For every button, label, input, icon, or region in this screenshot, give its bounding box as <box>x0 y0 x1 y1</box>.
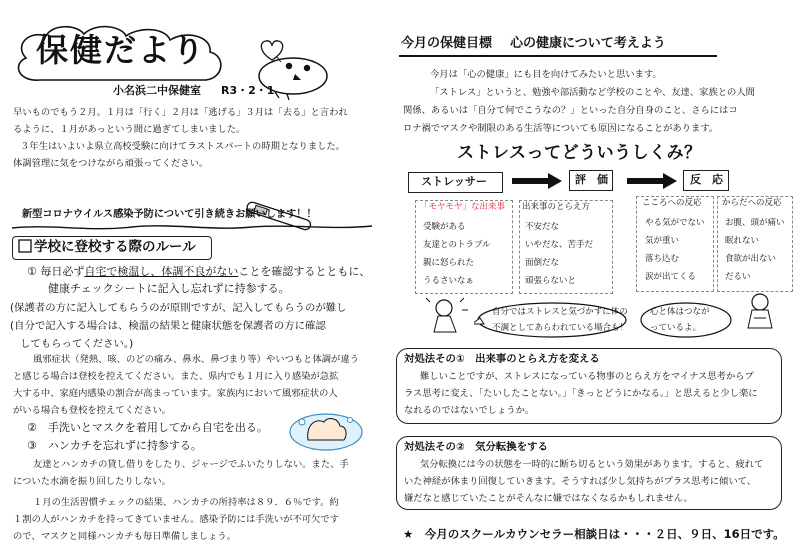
cold-symptom-text: と感じる場合は登校を控えてください。また、県内でも１月に入り感染が急拡 <box>13 371 339 382</box>
body-title: からだへの反応 <box>722 198 782 208</box>
rule1-line <box>27 264 370 280</box>
guardian-note: (保護者の方に記入してもらうのが原則ですが、記入してもらうのが難し <box>10 302 347 314</box>
appraisal-item: 不安だな <box>525 222 560 232</box>
arrow-right-icon <box>512 172 564 190</box>
hanky-text: 友達とハンカチの貸し借りをしたり、ジャージでふいたりしない。また、手 <box>33 459 349 470</box>
mind-item: 気が重い <box>645 236 680 246</box>
hanky-text: １割の人がハンカチを持ってきていません。感染予防には手洗いが不可欠です <box>13 514 339 525</box>
hanky-text: ので、マスクと同様ハンカチも毎日準備しましょう。 <box>13 531 236 542</box>
goal-body: 今月は「心の健康」にも目を向けてみたいと思います。 <box>430 69 662 80</box>
guardian-note: (自分で記入する場合は、検温の結果と健康状態を保護者の方に確認 <box>10 320 326 332</box>
mind-item: やる気がでない <box>645 218 705 228</box>
mind-item: 落ち込む <box>645 254 680 264</box>
body-item: 食欲が出ない <box>725 254 777 264</box>
coping1-body: ラス思考に変え、「たいしたことない。」「きっとどうにかなる。」と思えると少し楽に <box>404 388 758 399</box>
intro-line: 体調管理に気をつけながら頑張ってください。 <box>13 158 209 169</box>
page-title: 保健だより <box>36 31 207 69</box>
bubble1-text: 不調としてあらわれている場合も！ <box>492 323 629 333</box>
goal-text: 心の健康について考えよう <box>510 36 666 51</box>
appraisal-item: 面倒だな <box>525 258 560 268</box>
rule1-text-underlined: 自宅で検温し、体調不良がない <box>84 265 239 278</box>
rule1-line2: 健康チェックシートに記入し忘れずに持参する。 <box>48 282 290 295</box>
rule3: ③ ハンカチを忘れずに持参する。 <box>27 439 202 452</box>
body-item: 眠れない <box>725 236 760 246</box>
bubble1-text: 自分ではストレスと気づかずに体の <box>492 307 628 317</box>
appraisal-item: いやだな、苦手だ <box>525 240 594 250</box>
heading-underline <box>12 222 402 234</box>
corona-heading: 新型コロナウイルス感染予防について引き続きお願いします！！ <box>22 209 317 220</box>
bubble2-text: 心と体はつなが <box>650 307 710 317</box>
rule-heading: 学校に登校する際のルール <box>34 239 196 255</box>
appraisal-label: 評 価 <box>575 173 608 186</box>
issue-date: R3・2・1 <box>221 84 275 97</box>
response-label: 反 応 <box>690 173 723 186</box>
coping2-body: 嫌だなと感じていたことがそんなに嫌ではなくなるかもしれません。 <box>404 493 693 504</box>
goal-body: ロナ禍でマスクや制限のある生活等についても原因になることがあります。 <box>403 123 719 134</box>
rule1-text-c: ことを確認するとともに、 <box>238 265 371 278</box>
body-item: だるい <box>725 272 751 282</box>
coping2-body: 気分転換には今の状態を一時的に断ち切るという効果があります。すると、疲れて <box>420 459 764 470</box>
rule2: ② 手洗いとマスクを着用してから自宅を出る。 <box>27 421 268 434</box>
stressed-student-illustration <box>422 296 472 338</box>
intro-line: ３年生はいよいよ県立高校受験に向けてラストスパートの時期となりました。 <box>20 141 346 152</box>
stressor-label: ストレッサー <box>421 175 487 188</box>
rule1-number: ① <box>27 265 37 278</box>
stressor-item: 受験がある <box>423 222 466 232</box>
appraisal-title: 出来事のとらえ方 <box>522 202 591 212</box>
bubble2-text: っているよ。 <box>650 323 702 333</box>
heart-balloon-icon <box>257 38 287 64</box>
handwashing-illustration <box>286 410 366 454</box>
cold-symptom-text: 風邪症状（発熱、咳、のどの痛み、鼻水、鼻づまり等）やいつもと体調が違う <box>33 354 359 365</box>
counselor-note: ★ 今月のスクールカウンセラー相談日は・・・２日、９日、16日です。 <box>403 527 785 541</box>
bullet-square-icon <box>18 239 34 255</box>
coping2-body: いた神経が休まり回復していきます。そうすれば少し気持ちがプラス思考に傾いて、 <box>404 476 757 487</box>
intro-line: 早いものでもう２月。１月は「行く」２月は「逃げる」３月は「去る」と言われ <box>13 107 348 118</box>
goal-label: 今月の保健目標 <box>401 36 493 51</box>
school-name: 小名浜二中保健室 <box>113 84 201 97</box>
arrow-right-icon <box>627 172 679 190</box>
intro-line: るように、１月があっという間に過ぎてしまいました。 <box>13 124 246 135</box>
coping1-title: 対処法その① 出来事のとらえ方を変える <box>404 353 600 365</box>
guardian-note: してもらってください。) <box>20 338 134 350</box>
stress-title: ストレスってどういうしくみ？ <box>457 143 702 163</box>
coping2-title: 対処法その② 気分転換をする <box>404 441 548 453</box>
coping1-body: 難しいことですが、ストレスになっている物事のとらえ方をマイナス思考からプ <box>420 371 754 382</box>
mind-item: 涙が出てくる <box>645 272 697 282</box>
hanky-text: １月の生活習慣チェックの結果、ハンカチの所持率は８９．６％です。約 <box>33 497 339 508</box>
goal-underline <box>399 55 717 57</box>
hanky-text: についた水滴を振り回したりしない。 <box>13 476 171 487</box>
coping1-body: なれるのではないでしょうか。 <box>404 405 535 416</box>
stressor-title: 「モヤモヤ」な出来事 <box>420 202 506 212</box>
appraisal-item: 頑張らないと <box>525 276 577 286</box>
cold-symptom-text: がいる場合も登校を控えてください。 <box>13 405 172 416</box>
goal-body: 関係、あるいは「自分て何でこうなの？」といった自分自身のこと、さらにはコ <box>403 105 738 116</box>
stressor-item: 親に怒られた <box>423 258 475 268</box>
rule1-text-a: 毎日必ず <box>40 265 85 278</box>
goal-body: 「ストレス」というと、勉強や部活動など学校のことや、友達、家族との人間 <box>430 87 755 98</box>
cold-symptom-text: 大する中、家庭内感染の割合が高まっています。家族内において風邪症状の人 <box>13 388 338 399</box>
mind-title: こころへの反応 <box>642 198 702 208</box>
student-holding-stomach-illustration <box>736 290 786 334</box>
stressor-item: 友達とのトラブル <box>423 240 491 250</box>
body-item: お腹、頭が痛い <box>725 218 785 228</box>
stressor-item: うるさいなぁ <box>423 276 475 286</box>
